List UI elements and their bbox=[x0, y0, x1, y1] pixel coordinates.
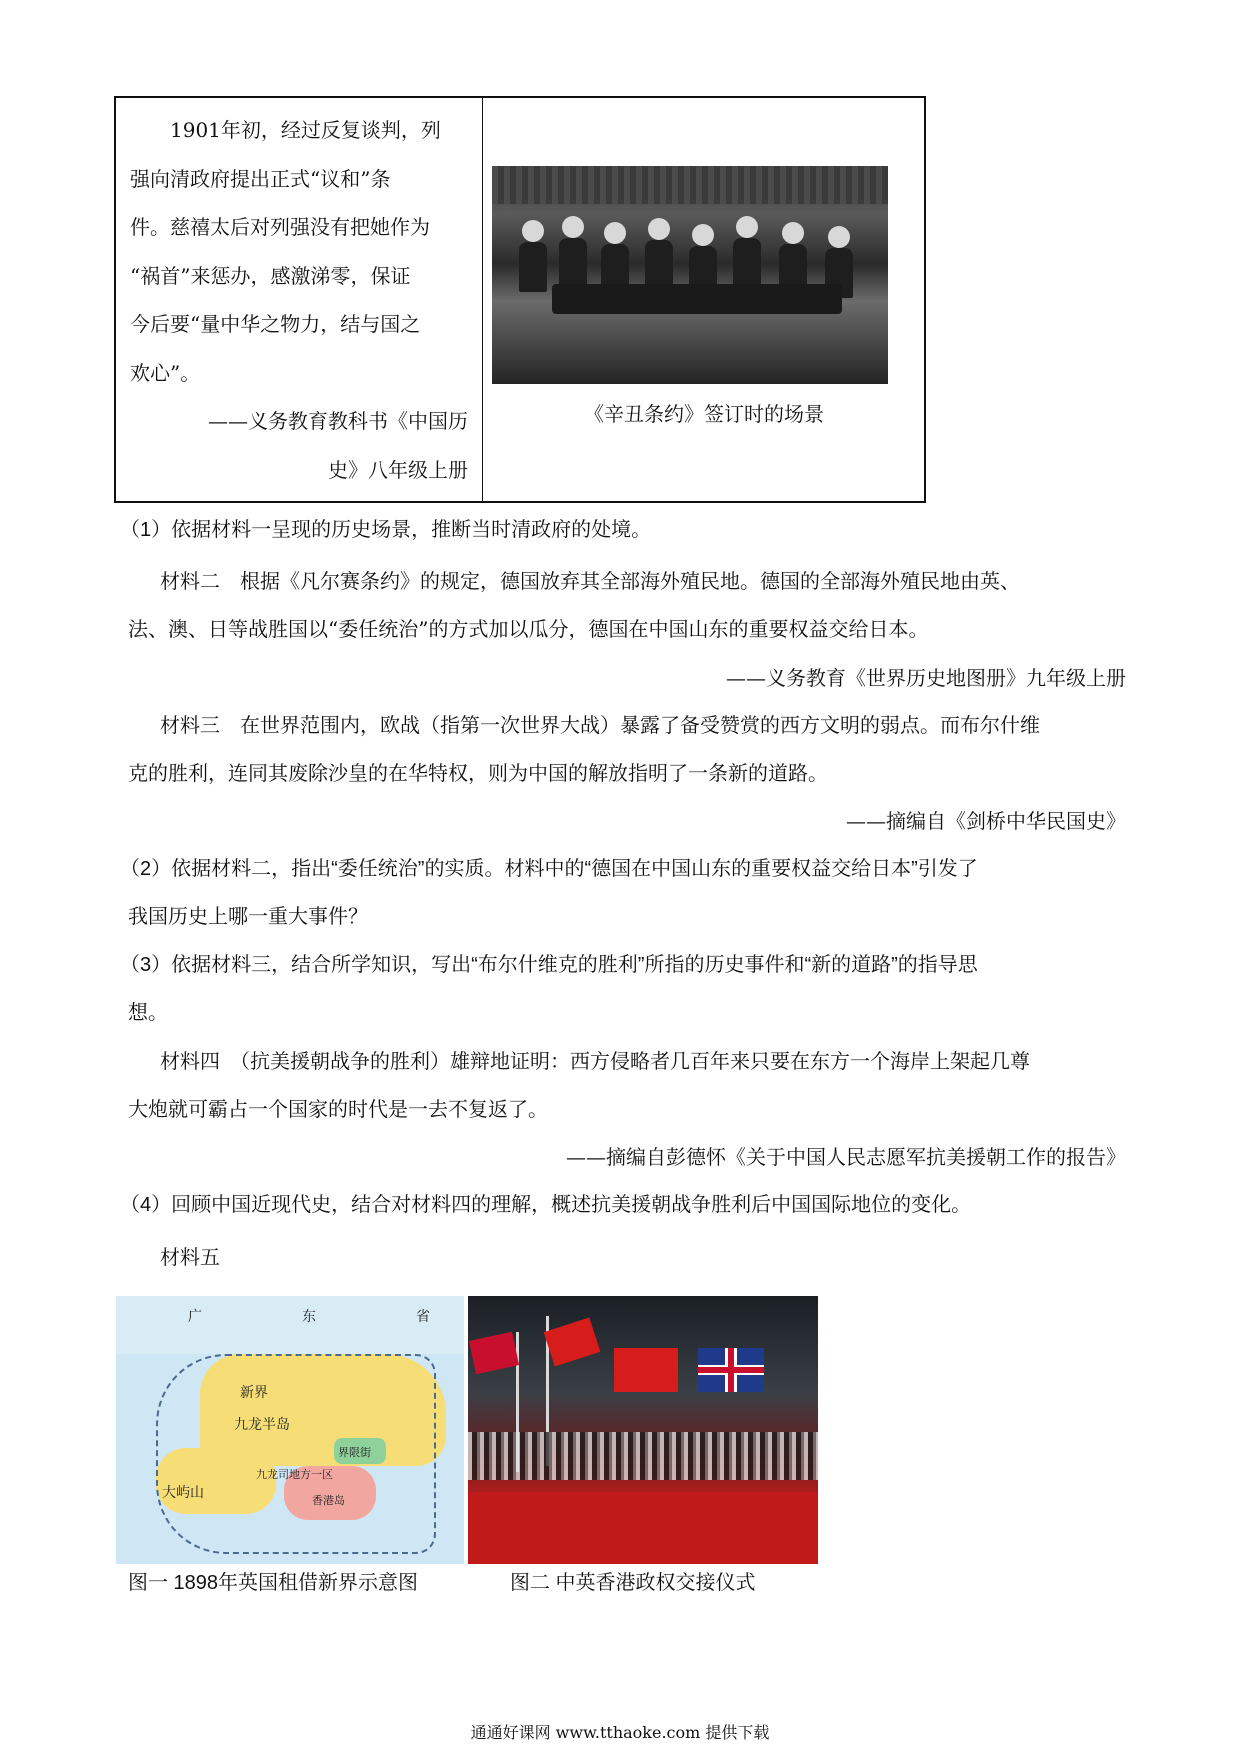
map-label: 东 bbox=[302, 1309, 316, 1325]
map-label: 广 bbox=[188, 1309, 202, 1325]
uk-flag-icon bbox=[698, 1348, 764, 1392]
photo-figure bbox=[522, 220, 544, 242]
material1-source: 史》八年级上册 bbox=[328, 457, 468, 482]
photo-figure bbox=[782, 222, 804, 244]
material1-table bbox=[114, 96, 926, 503]
china-flag-icon bbox=[614, 1348, 678, 1392]
map-label: 香港岛 bbox=[312, 1494, 345, 1507]
material2-line: 材料二 根据《凡尔赛条约》的规定，德国放弃其全部海外殖民地。德国的全部海外殖民地由英、 bbox=[160, 569, 1020, 593]
photo-curtain bbox=[492, 166, 888, 204]
hk-flag-icon bbox=[469, 1332, 519, 1374]
uk-flag-cross bbox=[728, 1348, 734, 1392]
handover-ceremony-photo bbox=[468, 1296, 818, 1564]
material1-line: “祸首”来惩办，感激涕零，保证 bbox=[130, 263, 411, 288]
map-label: 界限街 bbox=[338, 1446, 371, 1459]
material1-line: 1901年初，经过反复谈判，列 bbox=[170, 118, 441, 142]
china-flag-icon bbox=[544, 1317, 601, 1366]
material5-label: 材料五 bbox=[160, 1245, 220, 1269]
material1-line: 强向清政府提出正式“议和”条 bbox=[130, 166, 391, 191]
map-mainland bbox=[116, 1296, 464, 1354]
map-label: 九龙司地方一区 bbox=[256, 1468, 333, 1481]
material2-line: 法、澳、日等战胜国以“委任统治”的方式加以瓜分，德国在中国山东的重要权益交给日本。 bbox=[128, 617, 929, 641]
question-4: （4）回顾中国近现代史，结合对材料四的理解，概述抗美援朝战争胜利后中国国际地位的变化。 bbox=[120, 1194, 972, 1216]
photo-figure bbox=[733, 238, 761, 288]
page-footer: 通通好课网 www.tthaoke.com 提供下载 bbox=[470, 1723, 770, 1742]
new-territories-map bbox=[116, 1296, 464, 1564]
material1-line: 欢心”。 bbox=[130, 360, 201, 385]
map-label: 省 bbox=[416, 1309, 430, 1325]
photo-figure bbox=[559, 238, 587, 288]
material3-source: ——摘编自《剑桥中华民国史》 bbox=[846, 809, 1126, 833]
material4-line: 大炮就可霸占一个国家的时代是一去不复返了。 bbox=[128, 1097, 548, 1121]
photo-figure bbox=[648, 218, 670, 240]
material3-line: 克的胜利，连同其废除沙皇的在华特权，则为中国的解放指明了一条新的道路。 bbox=[128, 761, 828, 785]
ceremony-stage bbox=[468, 1492, 818, 1564]
photo-figure bbox=[692, 224, 714, 246]
photo-figure bbox=[519, 242, 547, 292]
photo-caption: 《辛丑条约》签订时的场景 bbox=[584, 402, 824, 426]
material1-source: ——义务教育教科书《中国历 bbox=[208, 409, 468, 433]
material3-line: 材料三 在世界范围内，欧战（指第一次世界大战）暴露了备受赞赏的西方文明的弱点。而布尔什维 bbox=[160, 713, 1040, 737]
figure2-caption: 图二 中英香港政权交接仪式 bbox=[510, 1572, 756, 1594]
question-2: 我国历史上哪一重大事件？ bbox=[128, 906, 368, 928]
map-label: 新界 bbox=[240, 1385, 268, 1401]
treaty-signing-photo bbox=[492, 166, 888, 384]
material4-source: ——摘编自彭德怀《关于中国人民志愿军抗美援朝工作的报告》 bbox=[566, 1145, 1126, 1169]
photo-figure bbox=[736, 216, 758, 238]
ceremony-crowd bbox=[468, 1432, 818, 1480]
map-label: 大屿山 bbox=[162, 1485, 204, 1501]
figure1-caption: 图一 1898年英国租借新界示意图 bbox=[128, 1572, 419, 1594]
question-1: （1）依据材料一呈现的历史场景，推断当时清政府的处境。 bbox=[120, 519, 652, 541]
question-3: （3）依据材料三，结合所学知识，写出“布尔什维克的胜利”所指的历史事件和“新的道路”的指导思 bbox=[120, 954, 978, 976]
question-2: （2）依据材料二，指出“委任统治”的实质。材料中的“德国在中国山东的重要权益交给日本”引发了 bbox=[120, 858, 978, 880]
map-label: 九龙半岛 bbox=[234, 1417, 290, 1433]
material4-line: 材料四 （抗美援朝战争的胜利）雄辩地证明：西方侵略者几百年来只要在东方一个海岸上架起几尊 bbox=[160, 1049, 1030, 1073]
material1-line: 件。慈禧太后对列强没有把她作为 bbox=[130, 215, 430, 239]
photo-table bbox=[552, 284, 842, 314]
map-leased-boundary bbox=[156, 1354, 436, 1554]
photo-figure bbox=[645, 240, 673, 290]
question-3: 想。 bbox=[128, 1002, 168, 1024]
material2-source: ——义务教育《世界历史地图册》九年级上册 bbox=[726, 666, 1126, 690]
photo-figure bbox=[604, 222, 626, 244]
material1-text bbox=[130, 106, 468, 494]
photo-figure bbox=[828, 226, 850, 248]
photo-figure bbox=[562, 216, 584, 238]
table-divider bbox=[482, 98, 483, 501]
material1-line: 今后要“量中华之物力，结与国之 bbox=[130, 312, 421, 336]
